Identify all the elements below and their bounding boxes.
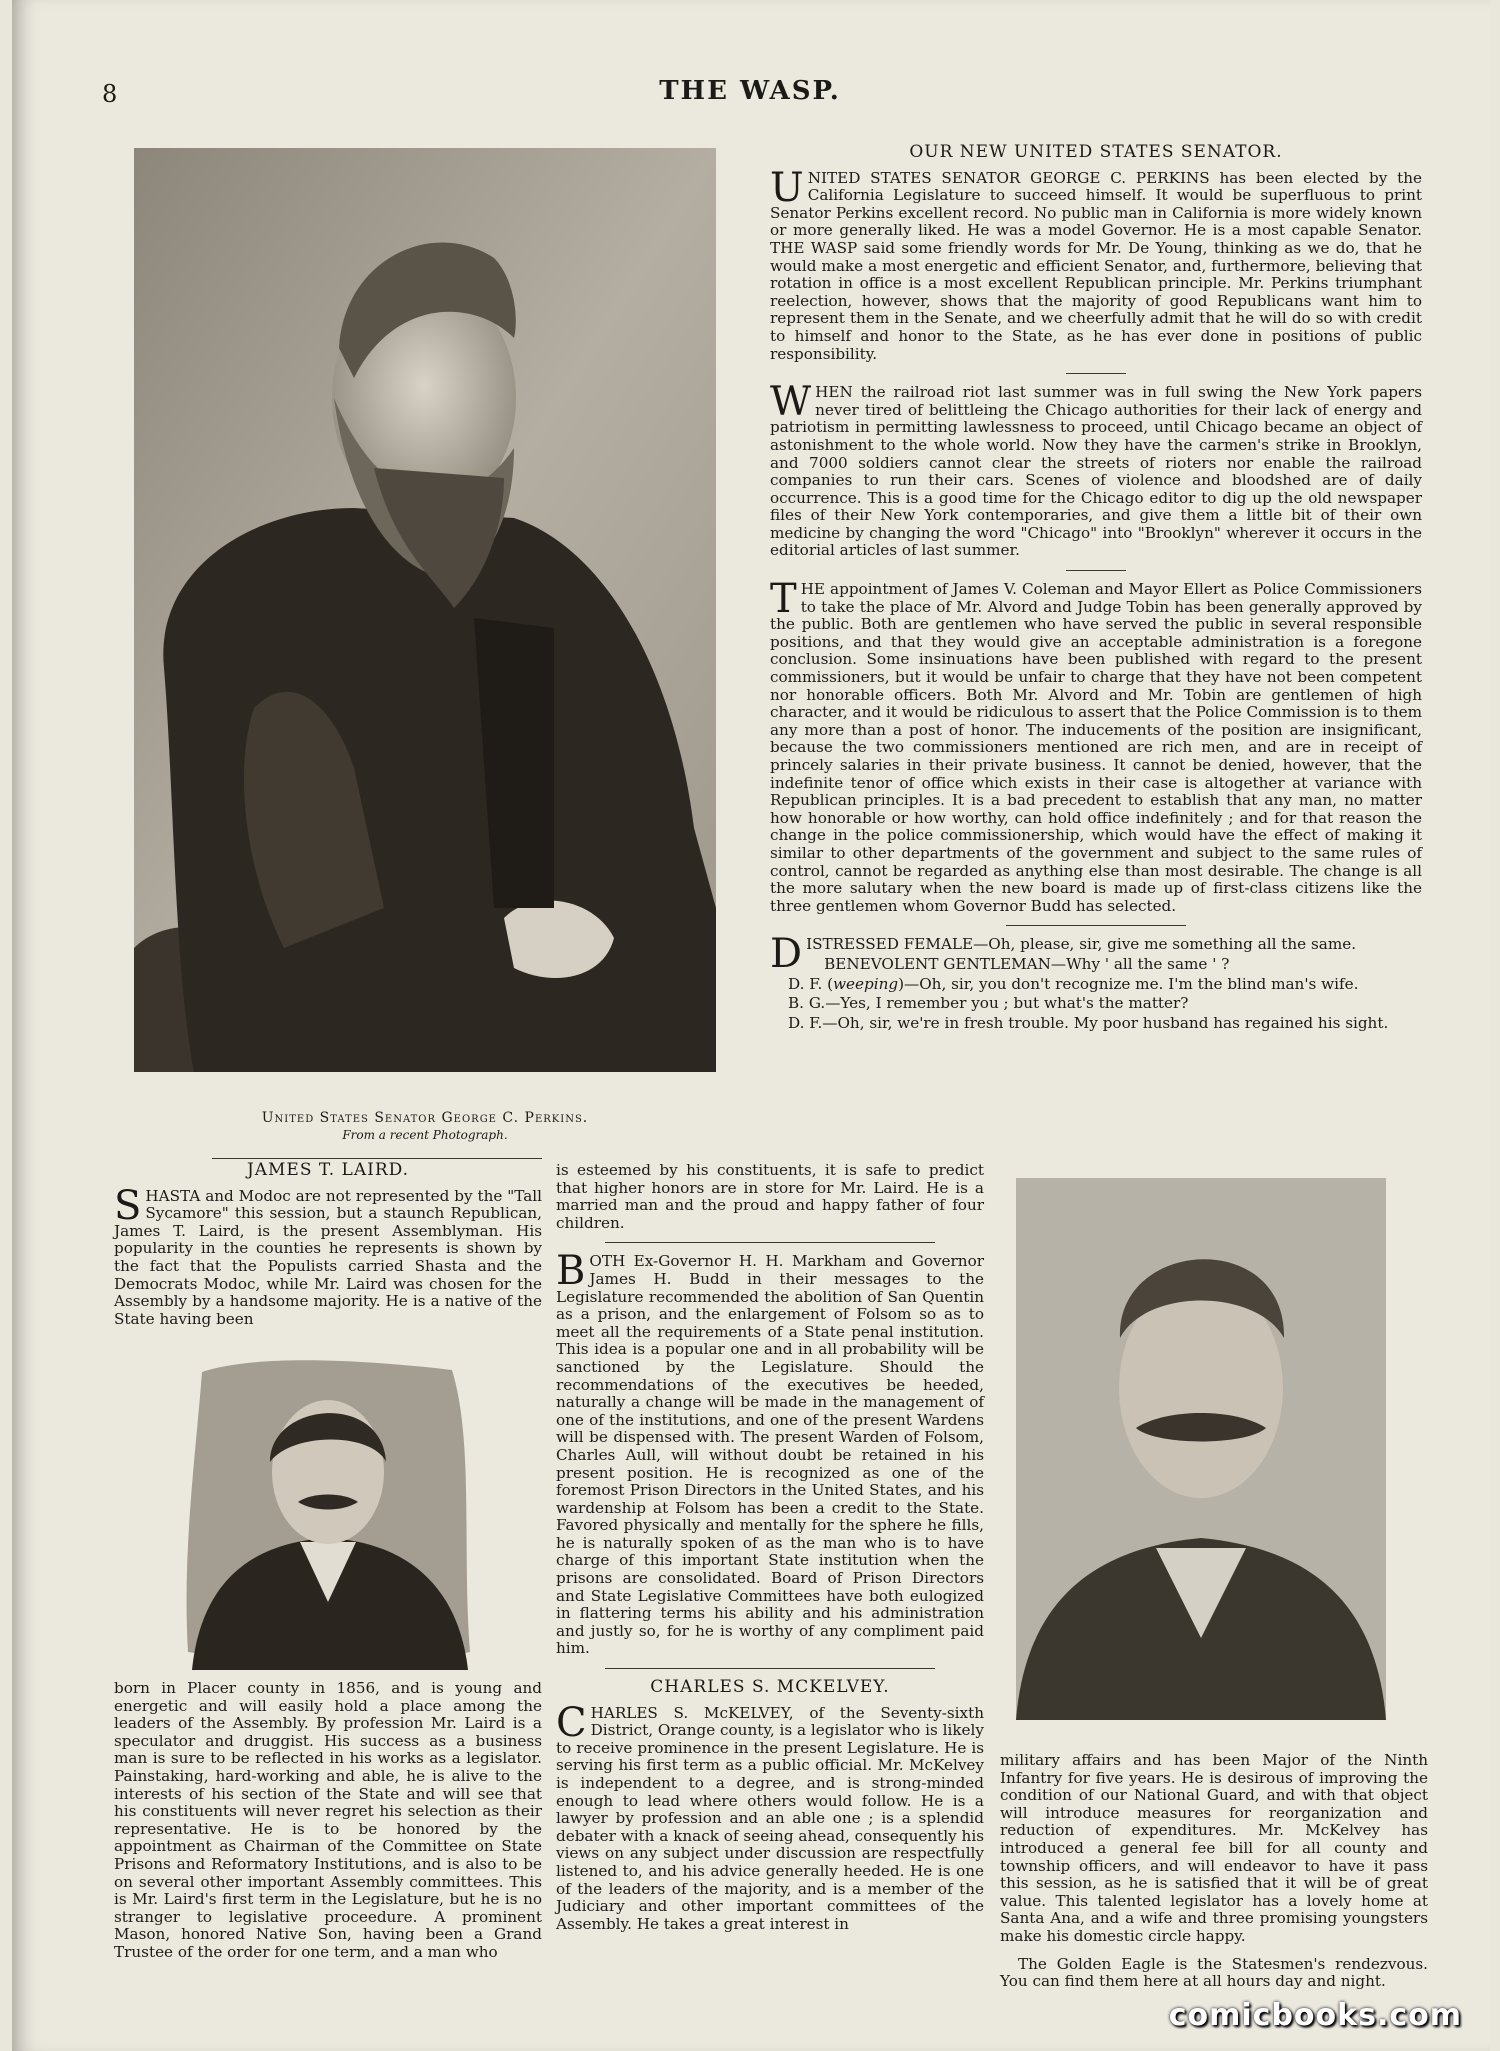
mckelvey-heading: CHARLES S. MCKELVEY. — [650, 1677, 890, 1698]
laird-article-bottom — [114, 1680, 542, 1972]
drop-cap: D — [770, 931, 803, 978]
senator-paragraph-2: WHEN the railroad riot last summer was in full swing the New York papers never tired of belittleing the Chicago authorities for their lack of energy and patriotism in permitting lawlessness to proceed, until Chicago became an object of astonishment to the whole world. Now they have the carmen's strike in Brooklyn, and 7000 soldiers cannot clear the streets of rioters nor enable the railroad companies to run their cars. Scenes of violence and bloodshed are of daily occurrence. This is a good time for the Chicago editor to dig up the old newspaper files of their New York contemporaries, and give them a little bit of their own medicine by changing the word "Chicago" into "Brooklyn" wherever it occurs in the editorial articles of last summer. — [770, 379, 1422, 560]
section-rule — [1066, 570, 1126, 571]
drop-cap: C — [556, 1699, 587, 1746]
senator-paragraph-3: THE appointment of James V. Coleman and Mayor Ellert as Police Commissioners to take the place of Mr. Alvord and Judge Tobin has been generally approved by the public. Both are gentlemen who have served the public in several responsible positions, and that they would give an acceptable administration is a foregone conclusion. Some insinuations have been published with regard to the present commissioners, but it would be unfair to charge that they have not been competent nor honorable officers. Both Mr. Alvord and Mr. Tobin are gentlemen of high character, and it would be ridiculous to assert that the Police Commission is to them any more than a post of honor. The inducements of the position are insignificant, because the two commissioners mentioned are rich men, and are in receipt of princely salaries in their private business. It cannot be denied, however, that the indefinite tenor of office which exists in their case is altogether at variance with Republican principles. It is a bad precedent to establish that any man, no matter how honorable or how worthy, can hold office indefinitely ; and for that reason the change in the police commissionership, which would have the effect of making it similar to other departments of the government and subject to the same rules of control, cannot be regarded as anything else than most desirable. The change is all the more salutary when the new board is made up of first-class citizens like the three gentlemen whom Governor Budd has selected. — [770, 576, 1422, 915]
prison-paragraph: BOTH Ex-Governor H. H. Markham and Governor James H. Budd in their messages to the Legislature recommended the abolition of San Quentin as a prison, and the enlargement of Folsom so as to meet all the requirements of a State penal institution. This idea is a popular one and in all probability will be sanctioned by the Legislature. Should the recommendations of the executives be heeded, naturally a change will be made in the management of one of the institutions, and one of the present Wardens will be dispensed with. The present Warden of Folsom, Charles Aull, will without doubt be retained in his present position. He is recognized as one of the foremost Prison Directors in the United States, and his wardenship at Folsom has been a credit to the State. Favored physically and mentally for the sphere he fills, he is naturally spoken of as the man who is to have charge of this important State institution when the prisons are consolidated. Board of Prison Directors and State Legislative Committees have both eulogized in flattering terms his ability and his administration and justly so, for he is worthy of any compliment paid him. — [556, 1248, 984, 1658]
section-rule — [605, 1668, 935, 1669]
drop-cap: B — [556, 1248, 586, 1295]
caption-rule — [212, 1158, 542, 1159]
mckelvey-paragraph-1: CHARLES S. McKELVEY, of the Seventy-sixth District, Orange county, is a legislator who is likely to receive prominence in the present Legislature. He is serving his first term as a public official. Mr. McKelvey is independent to a degree, and is strong-minded enough to lead where others would follow. He is a lawyer by profession and an able one ; is a splendid debater with a knack of seeing ahead, consequently his views on any subject under discussion are respectfully listened to, and his advice generally heeded. He is one of the leaders of the majority, and is a member of the Judiciary and other important committees of the Assembly. He takes a great interest in — [556, 1699, 984, 1933]
senator-paragraph-1: UNITED STATES SENATOR GEORGE C. PERKINS has been elected by the California Legislature to succeed himself. It would be superfluous to print Senator Perkins excellent record. No public man in California is more widely known or more generally liked. He was a model Governor. He is a most capable Senator. THE WASP said some friendly words for Mr. De Young, thinking as we do, that he would make a most energetic and efficient Senator, and, furthermore, believing that rotation in office is a most excellent Republican principle. Mr. Perkins triumphant reelection, however, shows that the majority of good Republicans want him to represent them in the Senate, and we cheerfully admit that he will do so with credit to himself and honor to the State, as he has ever done in positions of public responsibility. — [770, 164, 1422, 363]
section-rule — [605, 1242, 935, 1243]
masthead: THE WASP. — [659, 76, 841, 106]
laird-portrait-image — [182, 1352, 474, 1670]
section-rule — [1066, 373, 1126, 374]
joke-line-4: B. G.—Yes, I remember you ; but what's the matter? — [788, 994, 1189, 1013]
newspaper-page — [12, 0, 1490, 2051]
joke-line-2: BENEVOLENT GENTLEMAN—Why ' all the same ' ? — [824, 954, 1230, 973]
senator-article — [770, 144, 1422, 1042]
drop-cap: S — [114, 1182, 142, 1229]
watermark-text: comicbooks.com — [1168, 1998, 1462, 2033]
laird-article-top — [114, 1162, 542, 1338]
mckelvey-continuation — [1000, 1752, 1428, 2001]
drop-cap: T — [770, 576, 797, 623]
mckelvey-portrait-photo — [1016, 1178, 1386, 1720]
drop-cap: W — [770, 379, 812, 426]
mckelvey-paragraph-3: The Golden Eagle is the Statesmen's rendezvous. You can find them here at all hours day and night. — [1000, 1954, 1428, 1991]
section-rule — [1006, 925, 1186, 926]
mckelvey-paragraph-2: military affairs and has been Major of the Ninth Infantry for five years. He is desirous of improving the condition of our National Guard, and with that object will introduce measures for reorganization and reduction of expenditures. Mr. McKelvey has introduced a general fee bill for all county and township officers, and will endeavor to have it pass this session, as he is satisfied that it will be of great value. This talented legislator has a lovely home at Santa Ana, and a wife and three promising youngsters make his domestic circle happy. — [1000, 1751, 1428, 1945]
perkins-portrait-image — [134, 148, 716, 1072]
perkins-subcaption: From a recent Photograph. — [342, 1128, 508, 1142]
senator-heading: OUR NEW UNITED STATES SENATOR. — [909, 142, 1283, 162]
perkins-photo-caption — [134, 1110, 716, 1142]
joke-line-1: DISTRESSED FEMALE—Oh, please, sir, give me something all the same. — [770, 931, 1357, 978]
perkins-portrait-photo — [134, 148, 716, 1072]
laird-paragraph-3: is esteemed by his constituents, it is safe to predict that higher honors are in store for Mr. Laird. He is a married man and the proud and happy father of four children. — [556, 1161, 984, 1232]
laird-paragraph-2: born in Placer county in 1856, and is young and energetic and will easily hold a place among the leaders of the Assembly. By profession Mr. Laird is a speculator and druggist. His success as a business man is sure to be reflected in his works as a legislator. Painstaking, hard-working and able, he is alive to the interests of his section of the State and will see that his constituents will never regret his selection as their representative. He is to be honored by the appointment as Chairman of the Committee on State Prisons and Reformatory Institutions, and is also to be on several other important Assembly committees. This is Mr. Laird's first term in the Legislature, but he is no stranger to legislative proceedure. A prominent Mason, honored Native Son, having been a Grand Trustee of the order for one term, and a man who — [114, 1679, 542, 1961]
laird-heading: JAMES T. LAIRD. — [246, 1160, 410, 1180]
page-number: 8 — [102, 80, 118, 108]
drop-cap: U — [770, 164, 804, 211]
mckelvey-portrait-image — [1016, 1178, 1386, 1720]
perkins-caption-text: United States Senator George C. Perkins. — [261, 1110, 589, 1126]
joke-line-3: D. F. (weeping)—Oh, sir, you don't recognize me. I'm the blind man's wife. — [788, 974, 1359, 993]
joke-line-5: D. F.—Oh, sir, we're in fresh trouble. My poor husband has regained his sight. — [788, 1013, 1389, 1032]
laird-portrait-photo — [182, 1352, 474, 1670]
laird-continuation — [556, 1162, 984, 1943]
laird-paragraph-1: SHASTA and Modoc are not represented by the "Tall Sycamore" this session, but a staunch Republican, James T. Laird, is the present Assemblyman. His popularity in the counties he represents is shown by the fact that the Populists carried Shasta and the Democrats Modoc, while Mr. Laird was chosen for the Assembly by a handsome majority. He is a native of the State having been — [114, 1182, 542, 1328]
